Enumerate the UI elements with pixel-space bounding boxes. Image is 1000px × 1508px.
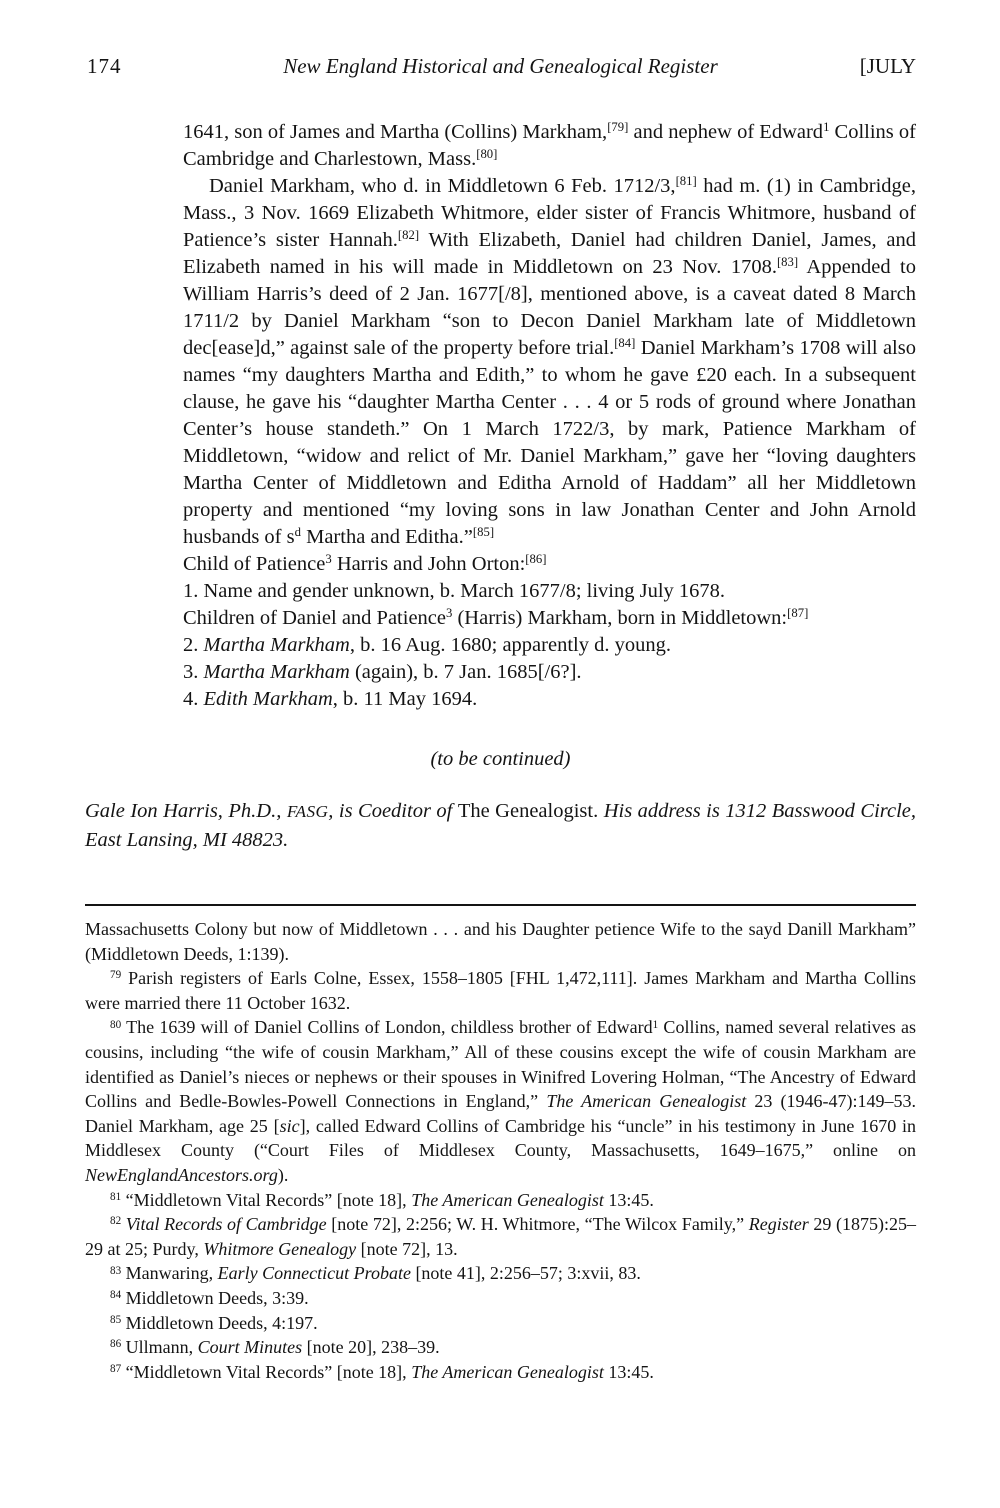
- to-be-continued-notice: (to be continued): [430, 748, 571, 770]
- footnote-80: $^{80}$ The 1639 will of Daniel Collins of London, childless brother of Edward$^1$ Collins, named several relatives as cousins, including “the wife of cousin Markham,” All of these cousins except the wife of cousin Markham are identified as Daniel’s nieces or nephews or their spouses in Winifred Lovering Holman, “The Ancestry of Edward Collins and Bedle-Bowles-Powell Connections in England,” The American Genealogist 23 (1946-47):149–53. Daniel Markham, age 25 [sic], called Edward Collins of Cambridge his “uncle” in his testimony in June 1670 in Middlesex County (“Court Files of Middlesex County, Massachusetts, 1649–1675,” online on NewEnglandAncestors.org).: [85, 1017, 917, 1185]
- page-number: 174: [87, 54, 122, 78]
- child-list-item-4: 4. Edith Markham, b. 11 May 1694.: [183, 688, 478, 710]
- footnote-82: $^{82}$ Vital Records of Cambridge [note 72], 2:256; W. H. Whitmore, “The Wilcox Family,” Register 29 (1875):25–29 at 25; Purdy, Whitmore Genealogy [note 72], 13.: [85, 1214, 917, 1259]
- footnote-79: $^{79}$ Parish registers of Earls Colne, Essex, 1558–1805 [FHL 1,472,111]. James Markham and Martha Collins were married there 11 October 1632.: [85, 968, 916, 1013]
- footnote-85: $^{85}$ Middletown Deeds, 4:197.: [110, 1312, 318, 1333]
- author-bio: Gale Ion Harris, Ph.D., FASG, is Coeditor of The Genealogist. His address is 1312 Basswood Circle, East Lansing, MI 48823.: [85, 800, 916, 851]
- child-list-item-3: 3. Martha Markham (again), b. 7 Jan. 1685[/6?].: [183, 661, 582, 683]
- journal-title: New England Historical and Genealogical Register: [283, 54, 718, 78]
- footnote-83: $^{83}$ Manwaring, Early Connecticut Probate [note 41], 2:256–57; 3:xvii, 83.: [110, 1263, 641, 1284]
- footnote-81: $^{81}$ “Middletown Vital Records” [note 18], The American Genealogist 13:45.: [110, 1189, 654, 1210]
- footnotes: [85, 917, 916, 1384]
- article-body: [183, 119, 916, 713]
- footnote-87: $^{87}$ “Middletown Vital Records” [note 18], The American Genealogist 13:45.: [110, 1361, 654, 1382]
- page-header: [85, 54, 916, 84]
- paragraph-daniel-markham: Daniel Markham, who d. in Middletown 6 Feb. 1712/3,[81] had m. (1) in Cambridge, Mass., 3 Nov. 1669 Elizabeth Whitmore, elder sister of Francis Whitmore, husband of Patience’s sister Hannah.[82] With Elizabeth, Daniel had children Daniel, James, and Elizabeth named in his will made in Middletown on 23 Nov. 1708.[83] Appended to William Harris’s deed of 2 Jan. 1677[/8], mentioned above, is a caveat dated 8 March 1711/2 by Daniel Markham “son to Decon Daniel Markham late of Middletown dec[ease]d,” against sale of the property before trial.[84] Daniel Markham’s 1708 will also names “my daughters Martha and Edith,” to whom he gave £20 each. In a subsequent clause, he gave his “daughter Martha Center . . . 4 or 5 rods of ground where Jonathan Center’s house standeth.” On 1 March 1722/3, by mark, Patience Markham of Middletown, “widow and relict of Mr. Daniel Markham,” gave her “loving daughters Martha Center of Middletown and Editha Arnold of Haddam” all her Middletown property and mentioned “my loving sons in law Jonathan Center and John Arnold husbands of $s^d$ Martha and Editha.”[85]: [183, 174, 917, 548]
- footnote-divider: [85, 904, 916, 906]
- child-list-heading-2: Children of Daniel and Patience$^3$ (Harris) Markham, born in Middletown:[87]: [183, 606, 809, 629]
- issue-month: [JULY: [859, 54, 916, 78]
- footnote-continuation: Massachusetts Colony but now of Middletown . . . and his Daughter petience Wife to the sayd Danill Markham” (Middletown Deeds, 1:139).: [85, 919, 916, 964]
- child-list-item-1: 1. Name and gender unknown, b. March 1677/8; living July 1678.: [183, 580, 726, 602]
- child-list-item-2: 2. Martha Markham, b. 16 Aug. 1680; apparently d. young.: [183, 634, 671, 656]
- footnote-84: $^{84}$ Middletown Deeds, 3:39.: [110, 1287, 309, 1308]
- paragraph-continuation: 1641, son of James and Martha (Collins) Markham,[79] and nephew of Edward$^1$ Collins of Cambridge and Charlestown, Mass.[80]: [183, 120, 916, 170]
- footnote-86: $^{86}$ Ullmann, Court Minutes [note 20], 238–39.: [110, 1337, 440, 1358]
- child-list-heading-1: Child of Patience$^3$ Harris and John Orton:[86]: [183, 552, 547, 575]
